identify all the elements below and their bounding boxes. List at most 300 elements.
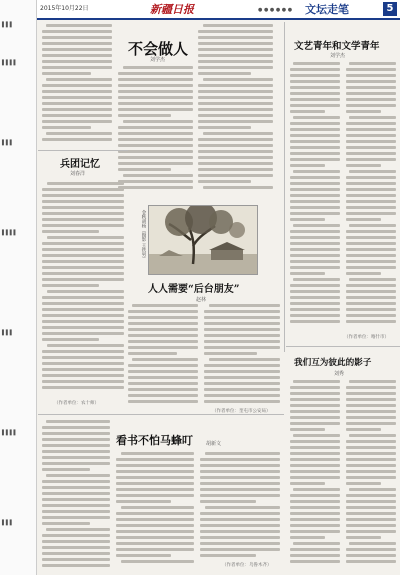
text-line (290, 200, 340, 203)
text-line (116, 530, 194, 533)
text-line (42, 356, 124, 359)
text-line (128, 346, 198, 349)
text-line (200, 542, 280, 545)
text-line (200, 458, 280, 461)
text-line (42, 522, 90, 525)
text-line (128, 340, 198, 343)
article-signoff-youth: （作者单位：喀什市） (344, 335, 389, 340)
text-line (290, 260, 340, 263)
text-line (290, 446, 340, 449)
text-line (290, 146, 340, 149)
text-line (346, 80, 396, 83)
text-line (198, 102, 273, 105)
article-byline-bingtuan: 刘春洋 (70, 171, 86, 177)
text-line (198, 66, 273, 69)
text-line (47, 290, 124, 293)
text-line (42, 438, 110, 441)
text-line (346, 314, 396, 317)
article-body-youth-col1 (290, 62, 340, 330)
text-line (290, 464, 340, 467)
article-body-houtai-col2 (204, 304, 280, 408)
text-line (200, 512, 280, 515)
article-title-book: 看书不怕马蜂叮 (116, 434, 193, 447)
text-line (118, 96, 193, 99)
text-line (346, 164, 381, 167)
text-line (46, 24, 112, 27)
text-line (42, 84, 112, 87)
text-line (346, 86, 396, 89)
text-line (42, 108, 112, 111)
text-line (204, 364, 280, 367)
text-line (346, 482, 381, 485)
text-line (346, 452, 396, 455)
photo-caption: 金秋胡杨（摄影 王铁男） (141, 210, 146, 261)
text-line (47, 182, 124, 185)
text-line (42, 432, 110, 435)
page-number: 5 (383, 2, 397, 16)
text-line (46, 132, 112, 135)
text-line (293, 380, 340, 383)
text-line (346, 140, 396, 143)
text-line (42, 504, 110, 507)
article-body-book-col2 (116, 452, 194, 570)
text-line (290, 236, 340, 239)
text-line (42, 36, 112, 39)
text-line (128, 382, 198, 385)
text-line (349, 278, 396, 281)
text-line (200, 464, 280, 467)
article-signoff-book: （作者单位：乌鲁木齐） (222, 563, 272, 568)
text-line (123, 174, 194, 177)
text-line (123, 120, 194, 123)
text-line (128, 334, 198, 337)
text-line (42, 338, 99, 341)
adjacent-page-edge (0, 0, 37, 575)
text-line (42, 558, 110, 561)
text-line (42, 200, 124, 203)
text-line (346, 128, 396, 131)
text-line (290, 452, 340, 455)
text-line (118, 72, 193, 75)
text-line (290, 476, 340, 479)
text-line (198, 156, 273, 159)
edge-text-line: ▌▌▌ (2, 140, 14, 146)
text-line (290, 68, 340, 71)
article-byline-main: 刘学杰 (150, 57, 166, 63)
text-line (346, 476, 396, 479)
text-line (290, 92, 340, 95)
text-line (346, 392, 396, 395)
text-line (42, 114, 112, 117)
text-line (118, 108, 193, 111)
text-line (290, 560, 340, 563)
text-line (128, 400, 198, 403)
text-line (200, 494, 280, 497)
text-line (290, 404, 340, 407)
text-line (290, 74, 340, 77)
text-line (42, 48, 112, 51)
text-line (42, 260, 124, 263)
text-line (118, 90, 193, 93)
text-line (42, 498, 110, 501)
text-line (118, 144, 193, 147)
article-body-main-col3 (198, 24, 273, 196)
text-line (46, 474, 110, 477)
text-line (290, 206, 340, 209)
text-line (128, 316, 198, 319)
text-line (346, 530, 396, 533)
text-line (290, 230, 340, 233)
text-line (205, 506, 280, 509)
text-line (42, 510, 110, 513)
text-line (290, 494, 340, 497)
text-line (198, 48, 273, 51)
text-line (204, 334, 280, 337)
text-line (349, 542, 396, 545)
text-line (290, 248, 340, 251)
text-line (42, 206, 124, 209)
text-line (346, 218, 381, 221)
article-title-shadow: 我们互为彼此的影子 (294, 358, 372, 368)
text-line (290, 530, 340, 533)
text-line (290, 86, 340, 89)
text-line (290, 422, 340, 425)
text-line (128, 388, 198, 391)
text-line (346, 74, 396, 77)
text-line (346, 68, 396, 71)
text-line (346, 404, 396, 407)
text-line (290, 308, 340, 311)
text-line (200, 536, 280, 539)
text-line (198, 174, 273, 177)
text-line (346, 272, 381, 275)
text-line (200, 476, 280, 479)
text-line (118, 138, 193, 141)
text-line (198, 90, 273, 93)
text-line (346, 98, 396, 101)
article-body-book-col3 (200, 452, 280, 560)
text-line (42, 138, 112, 141)
text-line (204, 310, 280, 313)
text-line (42, 126, 91, 129)
column-divider (284, 22, 285, 352)
text-line (46, 420, 110, 423)
article-body-bingtuan-col1 (42, 182, 124, 397)
text-line (118, 78, 193, 81)
text-line (198, 168, 273, 171)
text-line (46, 78, 112, 81)
text-line (346, 536, 381, 539)
text-line (290, 392, 340, 395)
text-line (116, 548, 194, 551)
text-line (346, 206, 396, 209)
article-body-shadow-col1 (290, 380, 340, 570)
text-line (116, 554, 171, 557)
text-line (346, 188, 396, 191)
text-line (42, 90, 112, 93)
text-line (346, 296, 396, 299)
text-line (198, 60, 273, 63)
text-line (118, 84, 193, 87)
text-line (290, 290, 340, 293)
text-line (346, 470, 396, 473)
text-line (198, 36, 273, 39)
text-line (204, 346, 280, 349)
text-line (290, 482, 325, 485)
section-divider (38, 150, 128, 151)
text-line (42, 540, 110, 543)
text-line (349, 170, 396, 173)
text-line (346, 416, 396, 419)
article-byline-shadow: 刘秀 (334, 371, 345, 377)
text-line (346, 134, 396, 137)
text-line (204, 388, 280, 391)
text-line (198, 126, 251, 129)
text-line (118, 162, 193, 165)
text-line (128, 376, 198, 379)
text-line (42, 444, 110, 447)
text-line (116, 470, 194, 473)
text-line (128, 394, 198, 397)
text-line (346, 446, 396, 449)
text-line (346, 104, 396, 107)
text-line (200, 488, 280, 491)
text-line (346, 500, 396, 503)
text-line (42, 54, 112, 57)
text-line (346, 518, 396, 521)
article-body-houtai-col1 (128, 304, 198, 408)
text-line (42, 314, 124, 317)
text-line (42, 326, 124, 329)
text-line (42, 302, 124, 305)
text-line (116, 494, 194, 497)
text-line (346, 512, 396, 515)
text-line (118, 126, 193, 129)
section-title: 文坛走笔 (305, 3, 349, 16)
text-line (42, 248, 124, 251)
text-line (290, 104, 340, 107)
text-line (42, 368, 124, 371)
text-line (42, 480, 110, 483)
text-line (42, 486, 110, 489)
text-line (346, 242, 396, 245)
text-line (346, 440, 396, 443)
text-line (42, 320, 124, 323)
text-line (290, 128, 340, 131)
text-line (118, 156, 193, 159)
text-line (290, 320, 340, 323)
text-line (42, 516, 110, 519)
header-divider: ● ● ● ● ● ● (258, 7, 293, 13)
text-line (290, 284, 340, 287)
text-line (116, 500, 171, 503)
text-line (118, 114, 171, 117)
text-line (290, 554, 340, 557)
text-line (42, 564, 110, 567)
text-line (198, 72, 251, 75)
text-line (132, 304, 198, 307)
text-line (42, 60, 112, 63)
edge-text-line: ▌▌▌▌ (2, 60, 18, 66)
issue-date: 2015年10月22日 (40, 5, 89, 12)
text-line (42, 534, 110, 537)
photo-golden-poplar (148, 205, 258, 275)
text-line (290, 302, 340, 305)
text-line (116, 542, 194, 545)
text-line (204, 328, 280, 331)
text-line (118, 132, 193, 135)
text-line (293, 542, 340, 545)
text-line (42, 188, 124, 191)
text-line (204, 316, 280, 319)
text-line (290, 218, 325, 221)
text-line (116, 464, 194, 467)
text-line (200, 482, 280, 485)
text-line (203, 132, 274, 135)
text-line (200, 524, 280, 527)
text-line (293, 116, 340, 119)
text-line (121, 560, 194, 563)
text-line (42, 102, 112, 105)
article-byline-youth: 刘学杰 (330, 53, 346, 59)
text-line (349, 488, 396, 491)
text-line (42, 266, 124, 269)
text-line (349, 224, 396, 227)
text-line (346, 230, 396, 233)
text-line (200, 548, 280, 551)
text-line (290, 398, 340, 401)
text-line (293, 170, 340, 173)
text-line (346, 506, 396, 509)
text-line (203, 78, 274, 81)
edge-text-line: ▌▌▌ (2, 520, 14, 526)
text-line (346, 176, 396, 179)
text-line (46, 528, 110, 531)
text-line (290, 80, 340, 83)
section-divider (38, 414, 284, 415)
text-line (346, 302, 396, 305)
text-line (293, 434, 340, 437)
text-line (118, 186, 193, 189)
text-line (290, 470, 340, 473)
text-line (346, 398, 396, 401)
text-line (200, 500, 256, 503)
text-line (293, 62, 340, 65)
article-signoff-houtai: （作者单位：奎屯市公安局） (212, 409, 271, 414)
text-line (290, 512, 340, 515)
text-line (290, 122, 340, 125)
text-line (290, 548, 340, 551)
text-line (290, 254, 340, 257)
text-line (42, 72, 91, 75)
text-line (200, 518, 280, 521)
text-line (346, 524, 396, 527)
text-line (116, 518, 194, 521)
text-line (42, 254, 124, 257)
text-line (198, 120, 273, 123)
article-byline-book: 胡新文 (206, 441, 222, 447)
text-line (290, 272, 325, 275)
text-line (290, 152, 340, 155)
text-line (290, 134, 340, 137)
text-line (346, 92, 396, 95)
text-line (209, 358, 280, 361)
text-line (121, 506, 194, 509)
text-line (346, 428, 381, 431)
text-line (349, 62, 396, 65)
text-line (42, 380, 124, 383)
text-line (346, 548, 396, 551)
text-line (128, 370, 198, 373)
text-line (198, 150, 273, 153)
text-line (198, 96, 273, 99)
text-line (293, 224, 340, 227)
text-line (346, 200, 396, 203)
text-line (204, 322, 280, 325)
text-line (198, 84, 273, 87)
text-line (290, 110, 325, 113)
text-line (132, 358, 198, 361)
text-line (198, 114, 273, 117)
text-line (346, 110, 381, 113)
text-line (198, 42, 273, 45)
text-line (42, 468, 90, 471)
text-line (42, 230, 99, 233)
text-line (346, 194, 396, 197)
text-line (290, 506, 340, 509)
text-line (118, 150, 193, 153)
text-line (42, 450, 110, 453)
text-line (290, 212, 340, 215)
article-title-houtai: 人人需要“后台朋友” (148, 284, 240, 295)
text-line (290, 266, 340, 269)
text-line (290, 440, 340, 443)
text-line (118, 102, 193, 105)
text-line (42, 492, 110, 495)
text-line (290, 386, 340, 389)
text-line (290, 182, 340, 185)
text-line (290, 140, 340, 143)
text-line (42, 332, 124, 335)
article-body-book-col1 (42, 420, 110, 570)
text-line (42, 350, 124, 353)
text-line (290, 98, 340, 101)
text-line (116, 458, 194, 461)
text-line (42, 272, 124, 275)
text-line (42, 296, 124, 299)
text-line (42, 212, 124, 215)
text-line (200, 554, 256, 557)
text-line (47, 344, 124, 347)
text-line (42, 96, 112, 99)
article-body-main-col2 (118, 66, 193, 196)
text-line (290, 428, 325, 431)
text-line (346, 158, 396, 161)
text-line (198, 180, 251, 183)
article-body-shadow-col2 (346, 380, 396, 570)
text-line (42, 194, 124, 197)
text-line (290, 536, 325, 539)
text-line (42, 284, 99, 287)
text-line (205, 452, 280, 455)
text-line (116, 524, 194, 527)
text-line (346, 308, 396, 311)
text-line (290, 242, 340, 245)
page-header (0, 0, 400, 20)
text-line (123, 66, 194, 69)
text-line (42, 456, 110, 459)
text-line (42, 546, 110, 549)
